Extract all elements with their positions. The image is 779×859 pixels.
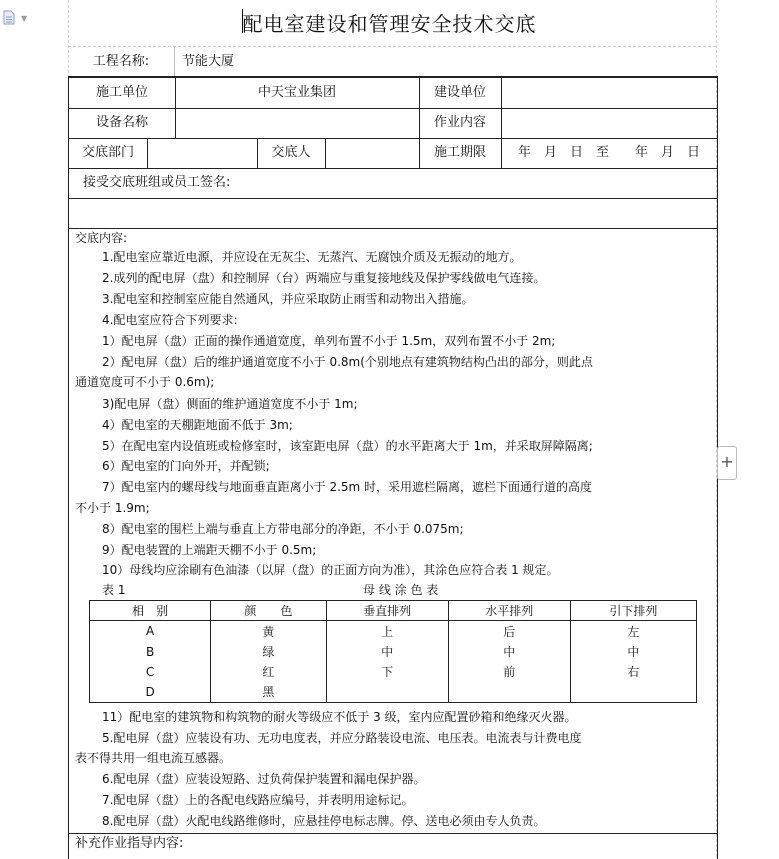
table-cell: 黄 [211, 621, 326, 642]
project-row [68, 46, 716, 76]
chevron-down-icon[interactable]: ▼ [21, 14, 28, 23]
content-line: 4）配电室的天棚距地面不低于 3m; [102, 418, 293, 432]
table-cell: 左 [570, 621, 696, 642]
table-caption-title: 母 线 涂 色 表 [363, 583, 439, 597]
signature-label: 接受交底班组或员工签名: [83, 175, 231, 190]
content-line: 表不得共用一组电流互感器。 [75, 751, 232, 765]
period-label: 施工期限 [433, 145, 486, 160]
table-cell: 后 [448, 621, 570, 642]
text-cursor [242, 9, 243, 33]
table-header-cell: 相 别 [90, 601, 211, 621]
table-cell: 黑 [211, 682, 326, 703]
table-cell: 绿 [211, 642, 326, 662]
content-line: 3.配电室和控制室应能自然通风，并应采取防止雨雪和动物出入措施。 [102, 292, 474, 306]
content-line: 2.成列的配电屏（盘）和控制屏（台）两端应与重复接地线及保护零线做电气连接。 [102, 271, 546, 285]
table-header-cell: 水平排列 [448, 601, 570, 621]
content-line: 3)配电屏（盘）侧面的维护通道宽度不小于 1m; [102, 397, 358, 411]
table-cell: 中 [326, 642, 448, 662]
content-line: 6）配电室的门向外开，并配锁; [102, 459, 270, 473]
period-value[interactable]: 年 月 日 至 年 月 日 [517, 145, 700, 160]
content-line: 11）配电室的建筑物和构筑物的耐火等级应不低于 3 级，室内应配置砂箱和绝缘灭火器。 [102, 710, 577, 724]
table-cell [448, 682, 570, 703]
content-line: 9）配电装置的上端距天棚不小于 0.5m; [102, 543, 317, 557]
content-line: 7）配电室内的螺母线与地面垂直距离小于 2.5m 时，采用遮栏隔离，遮栏下面通行道的高度 [102, 480, 593, 494]
table-cell: A [90, 621, 211, 642]
content-line: 5）在配电室内设值班或检修室时，该室距电屏（盘）的水平距离大于 1m，并采取屏障隔离; [102, 439, 593, 453]
table-cell: 下 [326, 662, 448, 682]
content-line: 5.配电屏（盘）应装设有功、无功电度表，并应分路装设电流、电压表。电流表与计费电度 [102, 731, 582, 745]
table-cell [570, 682, 696, 703]
content-line: 8）配电室的围栏上端与垂直上方带电部分的净距，不小于 0.075m; [102, 522, 464, 536]
table-cell: 中 [448, 642, 570, 662]
table-cell: 上 [326, 621, 448, 642]
content-line: 10）母线均应涂刷有色油漆（以屏（盘）的正面方向为准），其涂色应符合表 1 规定。 [102, 563, 559, 577]
table-cell: B [90, 642, 211, 662]
content-line: 7.配电屏（盘）上的各配电线路应编号，并表明用途标记。 [102, 793, 414, 807]
construction-unit-value[interactable]: 中天宝业集团 [257, 85, 336, 100]
construction-unit-label: 施工单位 [95, 85, 148, 100]
add-button[interactable]: + [717, 446, 737, 480]
table-header-cell: 颜 色 [211, 601, 326, 621]
page-title: 配电室建设和管理安全技术交底 [242, 12, 537, 36]
project-value[interactable]: 节能大厦 [182, 54, 235, 69]
table-cell: 中 [570, 642, 696, 662]
content-line: 8.配电屏（盘）火配电线路维修时，应悬挂停电标志牌。停、送电必须由专人负责。 [102, 814, 546, 828]
table-cell: D [90, 682, 211, 703]
supplement-label: 补充作业指导内容: [75, 836, 184, 851]
table-cell: 右 [570, 662, 696, 682]
table-header-cell: 引下排列 [570, 601, 696, 621]
content-line: 2）配电屏（盘）后的维护通道宽度不小于 0.8m(个别地点有建筑物结构凸出的部分，则此点 [102, 355, 593, 369]
content-line: 不小于 1.9m; [75, 501, 150, 515]
content-line: 6.配电屏（盘）应装设短路、过负荷保护装置和漏电保护器。 [102, 772, 426, 786]
dept-label: 交底部门 [81, 145, 134, 160]
table-cell [326, 682, 448, 703]
build-unit-label: 建设单位 [433, 85, 486, 100]
content-line: 4.配电室应符合下列要求: [102, 313, 238, 327]
project-label: 工程名称: [92, 54, 150, 69]
table-cell: C [90, 662, 211, 682]
briefer-label: 交底人 [271, 145, 311, 160]
equipment-label: 设备名称 [95, 115, 148, 130]
content-line: 1.配电室应靠近电源，并应设在无灰尘、无蒸汽、无腐蚀介质及无振动的地方。 [102, 250, 522, 264]
content-line: 1）配电屏（盘）正面的操作通道宽度，单列布置不小于 1.5m，双列布置不小于 2m; [102, 334, 556, 348]
table-header-cell: 垂直排列 [326, 601, 448, 621]
work-content-label: 作业内容 [433, 115, 486, 130]
table-cell: 红 [211, 662, 326, 682]
busbar-color-table [89, 600, 697, 703]
content-line: 通道宽度可不小于 0.6m); [75, 375, 215, 389]
table-cell: 前 [448, 662, 570, 682]
content-heading: 交底内容: [75, 231, 128, 245]
signature-area[interactable] [69, 198, 717, 228]
table-caption-label: 表 1 [102, 583, 126, 597]
